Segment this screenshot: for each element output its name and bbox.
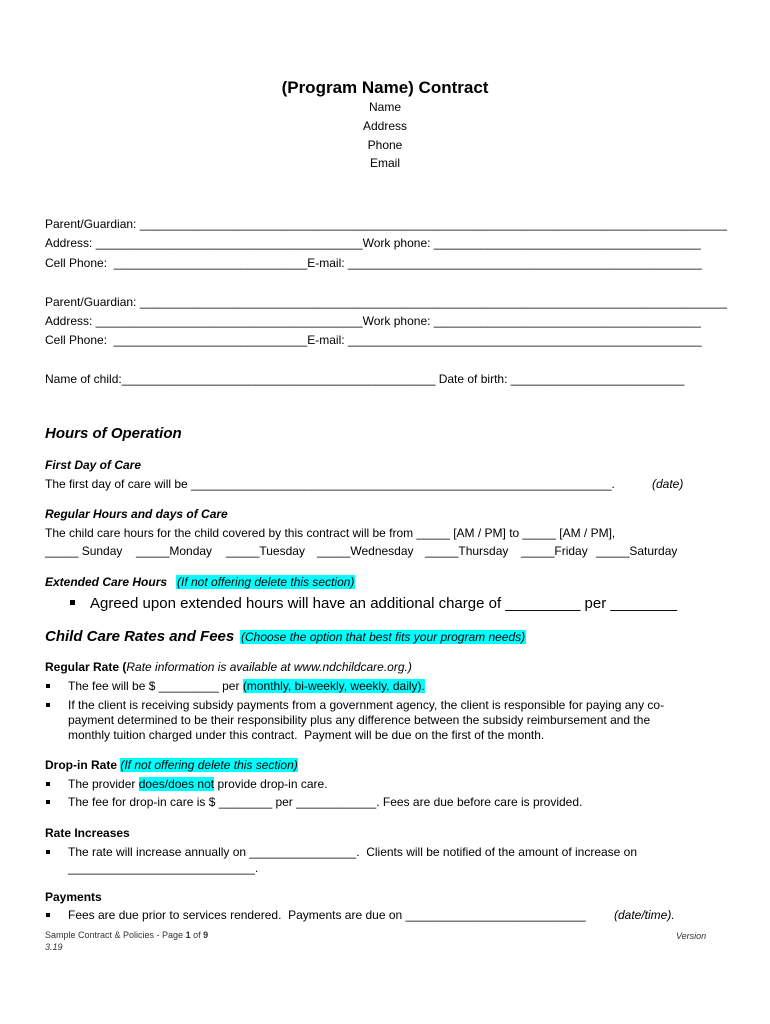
dropin-provider-post: provide drop-in care. — [217, 777, 328, 791]
extended-hours-note: (If not offering delete this section) — [177, 575, 355, 589]
regular-rate-line — [45, 661, 412, 673]
day-thursday[interactable]: _____Thursday — [425, 544, 509, 558]
header-email: Email — [369, 156, 400, 170]
subsidy-line-3: monthly tuition charged under this contract. Payment will be due on the first of the month. — [68, 728, 545, 742]
rates-heading: Child Care Rates and Fees — [45, 628, 235, 645]
first-day-heading: First Day of Care — [45, 458, 142, 472]
dropin-line — [45, 759, 298, 771]
guardian1-cell-field[interactable]: Cell Phone: _____________________________E-mail: _____________________________________________________ — [45, 256, 702, 270]
footer-version-number: 3.19 — [45, 942, 63, 952]
fee-options: (monthly, bi-weekly, weekly, daily). — [242, 679, 425, 693]
bullet-square-icon — [46, 850, 50, 854]
regular-hours-heading: Regular Hours and days of Care — [45, 507, 228, 521]
rate-increases-heading: Rate Increases — [45, 826, 130, 840]
day-wednesday[interactable]: _____Wednesday — [317, 544, 414, 558]
regular-rate-paren: ( — [122, 660, 127, 674]
day-friday[interactable]: _____Friday — [521, 544, 588, 558]
day-monday[interactable]: _____Monday — [136, 544, 213, 558]
subsidy-line-1: If the client is receiving subsidy payments from a government agency, the client is responsible for paying any co- — [68, 698, 665, 712]
guardian2-parent-field[interactable]: Parent/Guardian: ________________________________________________________________________________________ — [45, 295, 728, 309]
bullet-square-icon — [70, 600, 75, 605]
fee-text[interactable]: The fee will be $ _________ per — [68, 679, 240, 693]
dropin-note: (If not offering delete this section) — [120, 758, 298, 772]
increase-line-1[interactable]: The rate will increase annually on ________________. Clients will be notified of the amount of increase on — [68, 845, 638, 859]
guardian2-address-field[interactable]: Address: ________________________________________Work phone: ________________________________________ — [45, 314, 701, 328]
child-field[interactable]: Name of child:_______________________________________________ Date of birth: __________________________ — [45, 372, 685, 386]
dropin-fee[interactable]: The fee for drop-in care is $ ________ per ____________. Fees are due before care is provided. — [68, 795, 583, 809]
increase-line-2[interactable]: ____________________________. — [68, 861, 259, 875]
fee-line[interactable] — [68, 680, 425, 692]
header-address: Address — [362, 119, 408, 133]
extended-hours-heading: Extended Care Hours — [45, 575, 168, 589]
first-day-date-label: (date) — [652, 477, 684, 491]
regular-hours-text[interactable]: The child care hours for the child covered by this contract will be from _____ [AM / PM] to _____ [AM / PM], — [45, 526, 616, 540]
subsidy-line-2: payment determined to be their responsibility plus any difference between the subsidy reimbursement and the — [68, 713, 651, 727]
footer-page-number: 1 — [185, 930, 191, 940]
payments-text[interactable]: Fees are due prior to services rendered. Payments are due on ___________________________ — [68, 908, 586, 922]
dropin-heading: Drop-in Rate — [45, 758, 117, 772]
guardian2-cell-field[interactable]: Cell Phone: _____________________________E-mail: _____________________________________________________ — [45, 333, 702, 347]
day-sunday[interactable]: _____ Sunday — [45, 544, 123, 558]
bullet-square-icon — [46, 782, 50, 786]
bullet-square-icon — [46, 684, 50, 688]
hours-heading: Hours of Operation — [45, 425, 182, 442]
dropin-provider-option[interactable]: does/does not — [138, 777, 215, 791]
bullet-square-icon — [46, 800, 50, 804]
header-phone: Phone — [367, 138, 403, 152]
dropin-provider-line[interactable] — [68, 778, 328, 790]
payments-heading: Payments — [45, 890, 102, 904]
payments-note: (date/time). — [614, 908, 675, 922]
bullet-square-icon — [46, 703, 50, 707]
regular-rate-heading: Regular Rate — [45, 660, 120, 674]
footer-of: of — [190, 930, 204, 940]
footer-page-info — [45, 931, 208, 940]
guardian1-address-field[interactable]: Address: ________________________________________Work phone: ________________________________________ — [45, 236, 701, 250]
bullet-square-icon — [46, 913, 50, 917]
first-day-text[interactable]: The first day of care will be _______________________________________________________________. — [45, 477, 615, 491]
footer-version: Version — [676, 931, 707, 941]
regular-rate-note: Rate information is available at www.ndchildcare.org.) — [126, 660, 412, 674]
guardian1-parent-field[interactable]: Parent/Guardian: ________________________________________________________________________________________ — [45, 217, 728, 231]
rates-heading-note: (Choose the option that best fits your program needs) — [241, 630, 526, 644]
header-name: Name — [368, 100, 401, 114]
day-tuesday[interactable]: _____Tuesday — [226, 544, 305, 558]
footer-prefix: Sample Contract & Policies - Page — [45, 930, 186, 940]
footer-page-total: 9 — [203, 930, 209, 940]
page-title: (Program Name) Contract — [281, 78, 489, 97]
extended-hours-bullet[interactable]: Agreed upon extended hours will have an additional charge of _________ per ________ — [90, 595, 678, 612]
dropin-provider-pre: The provider — [68, 777, 136, 791]
day-saturday[interactable]: _____Saturday — [596, 544, 678, 558]
